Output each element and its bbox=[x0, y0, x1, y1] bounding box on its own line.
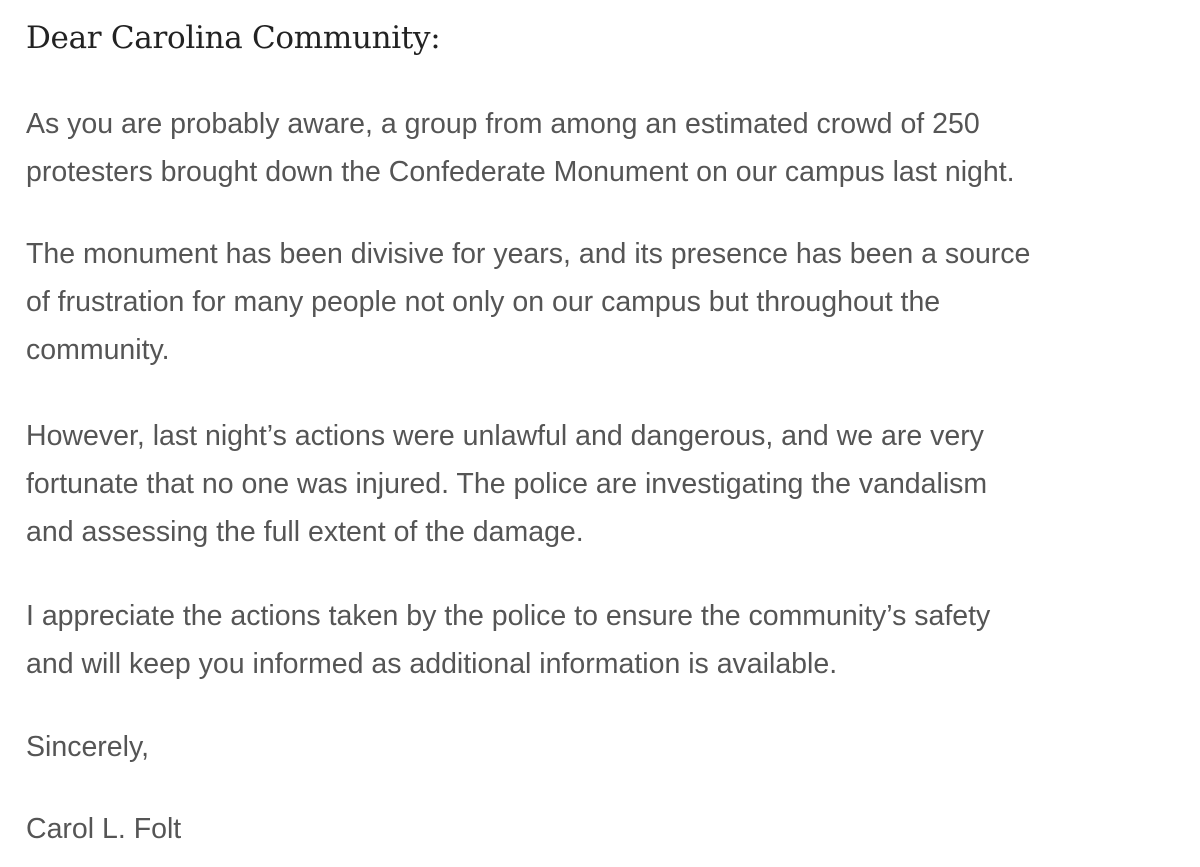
paragraph-line: fortunate that no one was injured. The police are investigating the vandalism bbox=[26, 468, 988, 500]
salutation: Dear Carolina Community: bbox=[26, 20, 441, 56]
paragraph-line: As you are probably aware, a group from among an estimated crowd of 250 bbox=[26, 108, 980, 140]
paragraph-line: However, last night’s actions were unlawful and dangerous, and we are very bbox=[26, 420, 984, 452]
paragraph-line: I appreciate the actions taken by the police to ensure the community’s safety bbox=[26, 600, 991, 632]
paragraph-4 bbox=[26, 592, 990, 688]
paragraph-line: of frustration for many people not only on our campus but throughout the bbox=[26, 286, 941, 318]
signature: Carol L. Folt bbox=[26, 813, 182, 845]
closing: Sincerely, bbox=[26, 731, 150, 763]
paragraph-line: protesters brought down the Confederate Monument on our campus last night. bbox=[26, 156, 1015, 188]
paragraph-line: and will keep you informed as additional information is available. bbox=[26, 648, 838, 680]
paragraph-2 bbox=[26, 230, 1030, 374]
paragraph-line: and assessing the full extent of the damage. bbox=[26, 516, 584, 548]
paragraph-line: The monument has been divisive for years, and its presence has been a source bbox=[26, 238, 1031, 270]
paragraph-3 bbox=[26, 412, 987, 556]
letter bbox=[26, 0, 1186, 845]
paragraph-line: community. bbox=[26, 334, 170, 366]
paragraph-1 bbox=[26, 100, 1015, 196]
